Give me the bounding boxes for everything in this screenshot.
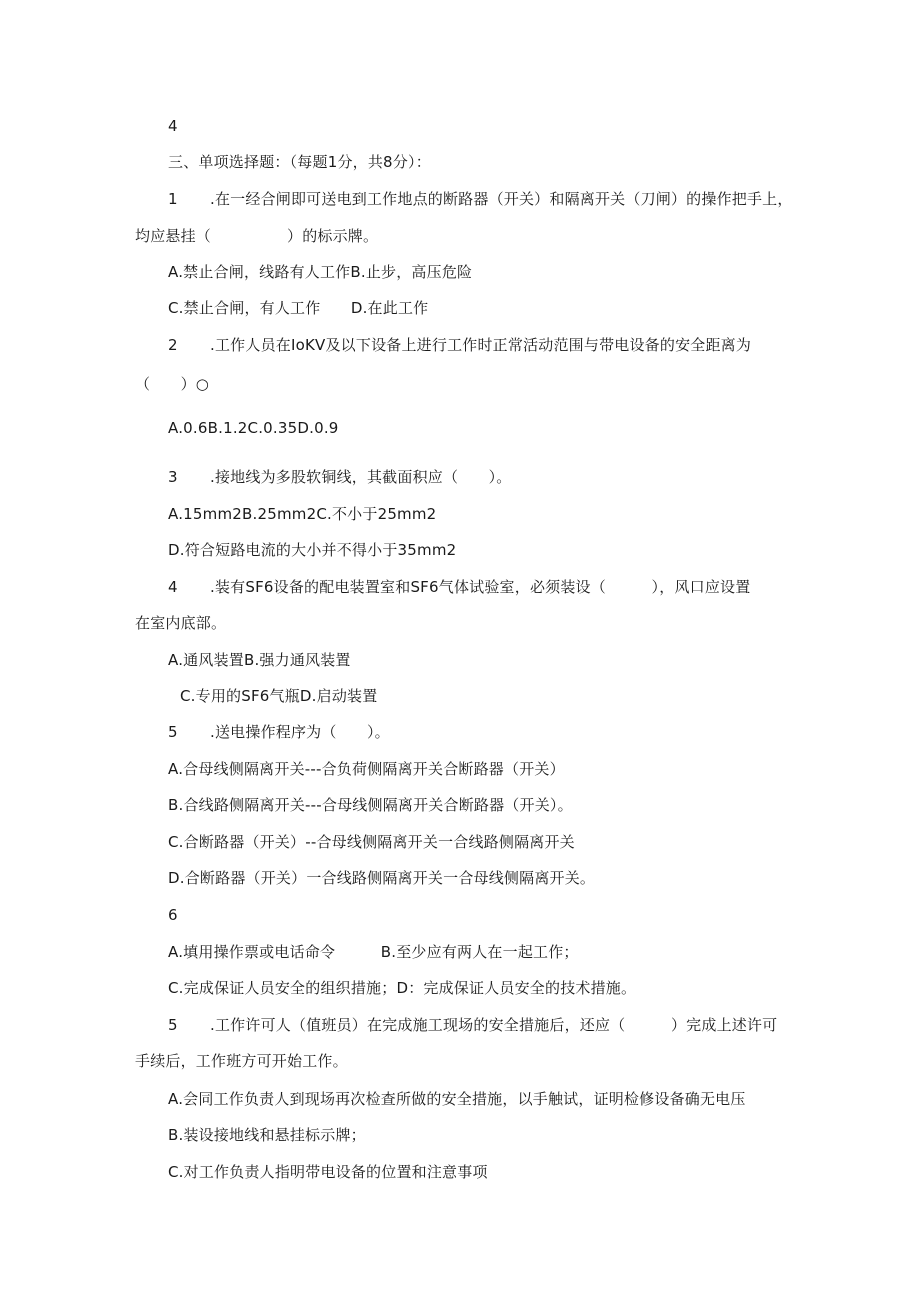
question-5-option-c: C.合断路器（开关）--合母线侧隔离开关一合线路侧隔离开关 bbox=[168, 833, 575, 851]
question-1-options-ab: A.禁止合闸，线路有人工作B.止步，高压危险 bbox=[168, 263, 473, 281]
question-7-option-a: A.会同工作负责人到现场再次检查所做的安全措施，以手触试，证明检修设备确无电压 bbox=[168, 1090, 746, 1108]
section-heading: 三、单项选择题：（每题1分，共8分）： bbox=[168, 153, 431, 171]
question-4-options-ab: A.通风装置B.强力通风装置 bbox=[168, 651, 351, 669]
question-1 bbox=[168, 189, 793, 209]
question-number: 3 bbox=[168, 468, 178, 486]
question-text: .在一经合闸即可送电到工作地点的断路器（开关）和隔离开关（刀闸）的操作把手上， bbox=[210, 190, 793, 208]
question-2-continuation: （ ）○ bbox=[135, 375, 210, 393]
question-3-option-d: D.符合短路电流的大小并不得小于35mm2 bbox=[168, 541, 457, 559]
question-number: 5 bbox=[168, 1016, 178, 1034]
question-5-option-b: B.合线路侧隔离开关---合母线侧隔离开关合断路器（开关）。 bbox=[168, 796, 573, 814]
question-7-option-c: C.对工作负责人指明带电设备的位置和注意事项 bbox=[168, 1163, 488, 1181]
question-number: 4 bbox=[168, 578, 178, 596]
question-6-options-cd: C.完成保证人员安全的组织措施；D：完成保证人员安全的技术措施。 bbox=[168, 979, 637, 997]
question-text: .工作人员在IoKV及以下设备上进行工作时正常活动范围与带电设备的安全距离为 bbox=[210, 336, 752, 354]
question-1-continuation: 均应悬挂（ ）的标示牌。 bbox=[135, 227, 379, 245]
page-fragment-number: 4 bbox=[168, 117, 178, 135]
question-7 bbox=[168, 1015, 777, 1035]
question-4-options-cd: C.专用的SF6气瓶D.启动装置 bbox=[180, 687, 378, 705]
question-6-options-ab: A.填用操作票或电话命令 B.至少应有两人在一起工作； bbox=[168, 943, 579, 961]
question-5-option-d: D.合断路器（开关）一合线路侧隔离开关一合母线侧隔离开关。 bbox=[168, 869, 596, 887]
question-6-number: 6 bbox=[168, 906, 178, 924]
question-3 bbox=[168, 467, 511, 487]
question-2-options: A.0.6B.1.2C.0.35D.0.9 bbox=[168, 419, 339, 437]
question-7-continuation: 手续后，工作班方可开始工作。 bbox=[135, 1052, 348, 1070]
question-5 bbox=[168, 722, 390, 742]
question-5-option-a: A.合母线侧隔离开关---合负荷侧隔离开关合断路器（开关） bbox=[168, 760, 565, 778]
question-7-option-b: B.装设接地线和悬挂标示牌； bbox=[168, 1126, 366, 1144]
question-text: .送电操作程序为（ ）。 bbox=[210, 723, 390, 741]
question-1-options-cd: C.禁止合闸，有人工作 D.在此工作 bbox=[168, 299, 429, 317]
question-number: 5 bbox=[168, 723, 178, 741]
question-4 bbox=[168, 577, 750, 597]
question-number: 2 bbox=[168, 336, 178, 354]
question-text: .接地线为多股软铜线，其截面积应（ ）。 bbox=[210, 468, 512, 486]
question-4-continuation: 在室内底部。 bbox=[135, 614, 227, 632]
question-2 bbox=[168, 335, 751, 355]
question-number: 1 bbox=[168, 190, 178, 208]
question-text: .工作许可人（值班员）在完成施工现场的安全措施后，还应（ ）完成上述许可 bbox=[210, 1016, 778, 1034]
question-3-options-abc: A.15mm2B.25mm2C.不小于25mm2 bbox=[168, 505, 437, 523]
question-text: .装有SF6设备的配电装置室和SF6气体试验室，必须装设（ ），风口应设置 bbox=[210, 578, 751, 596]
